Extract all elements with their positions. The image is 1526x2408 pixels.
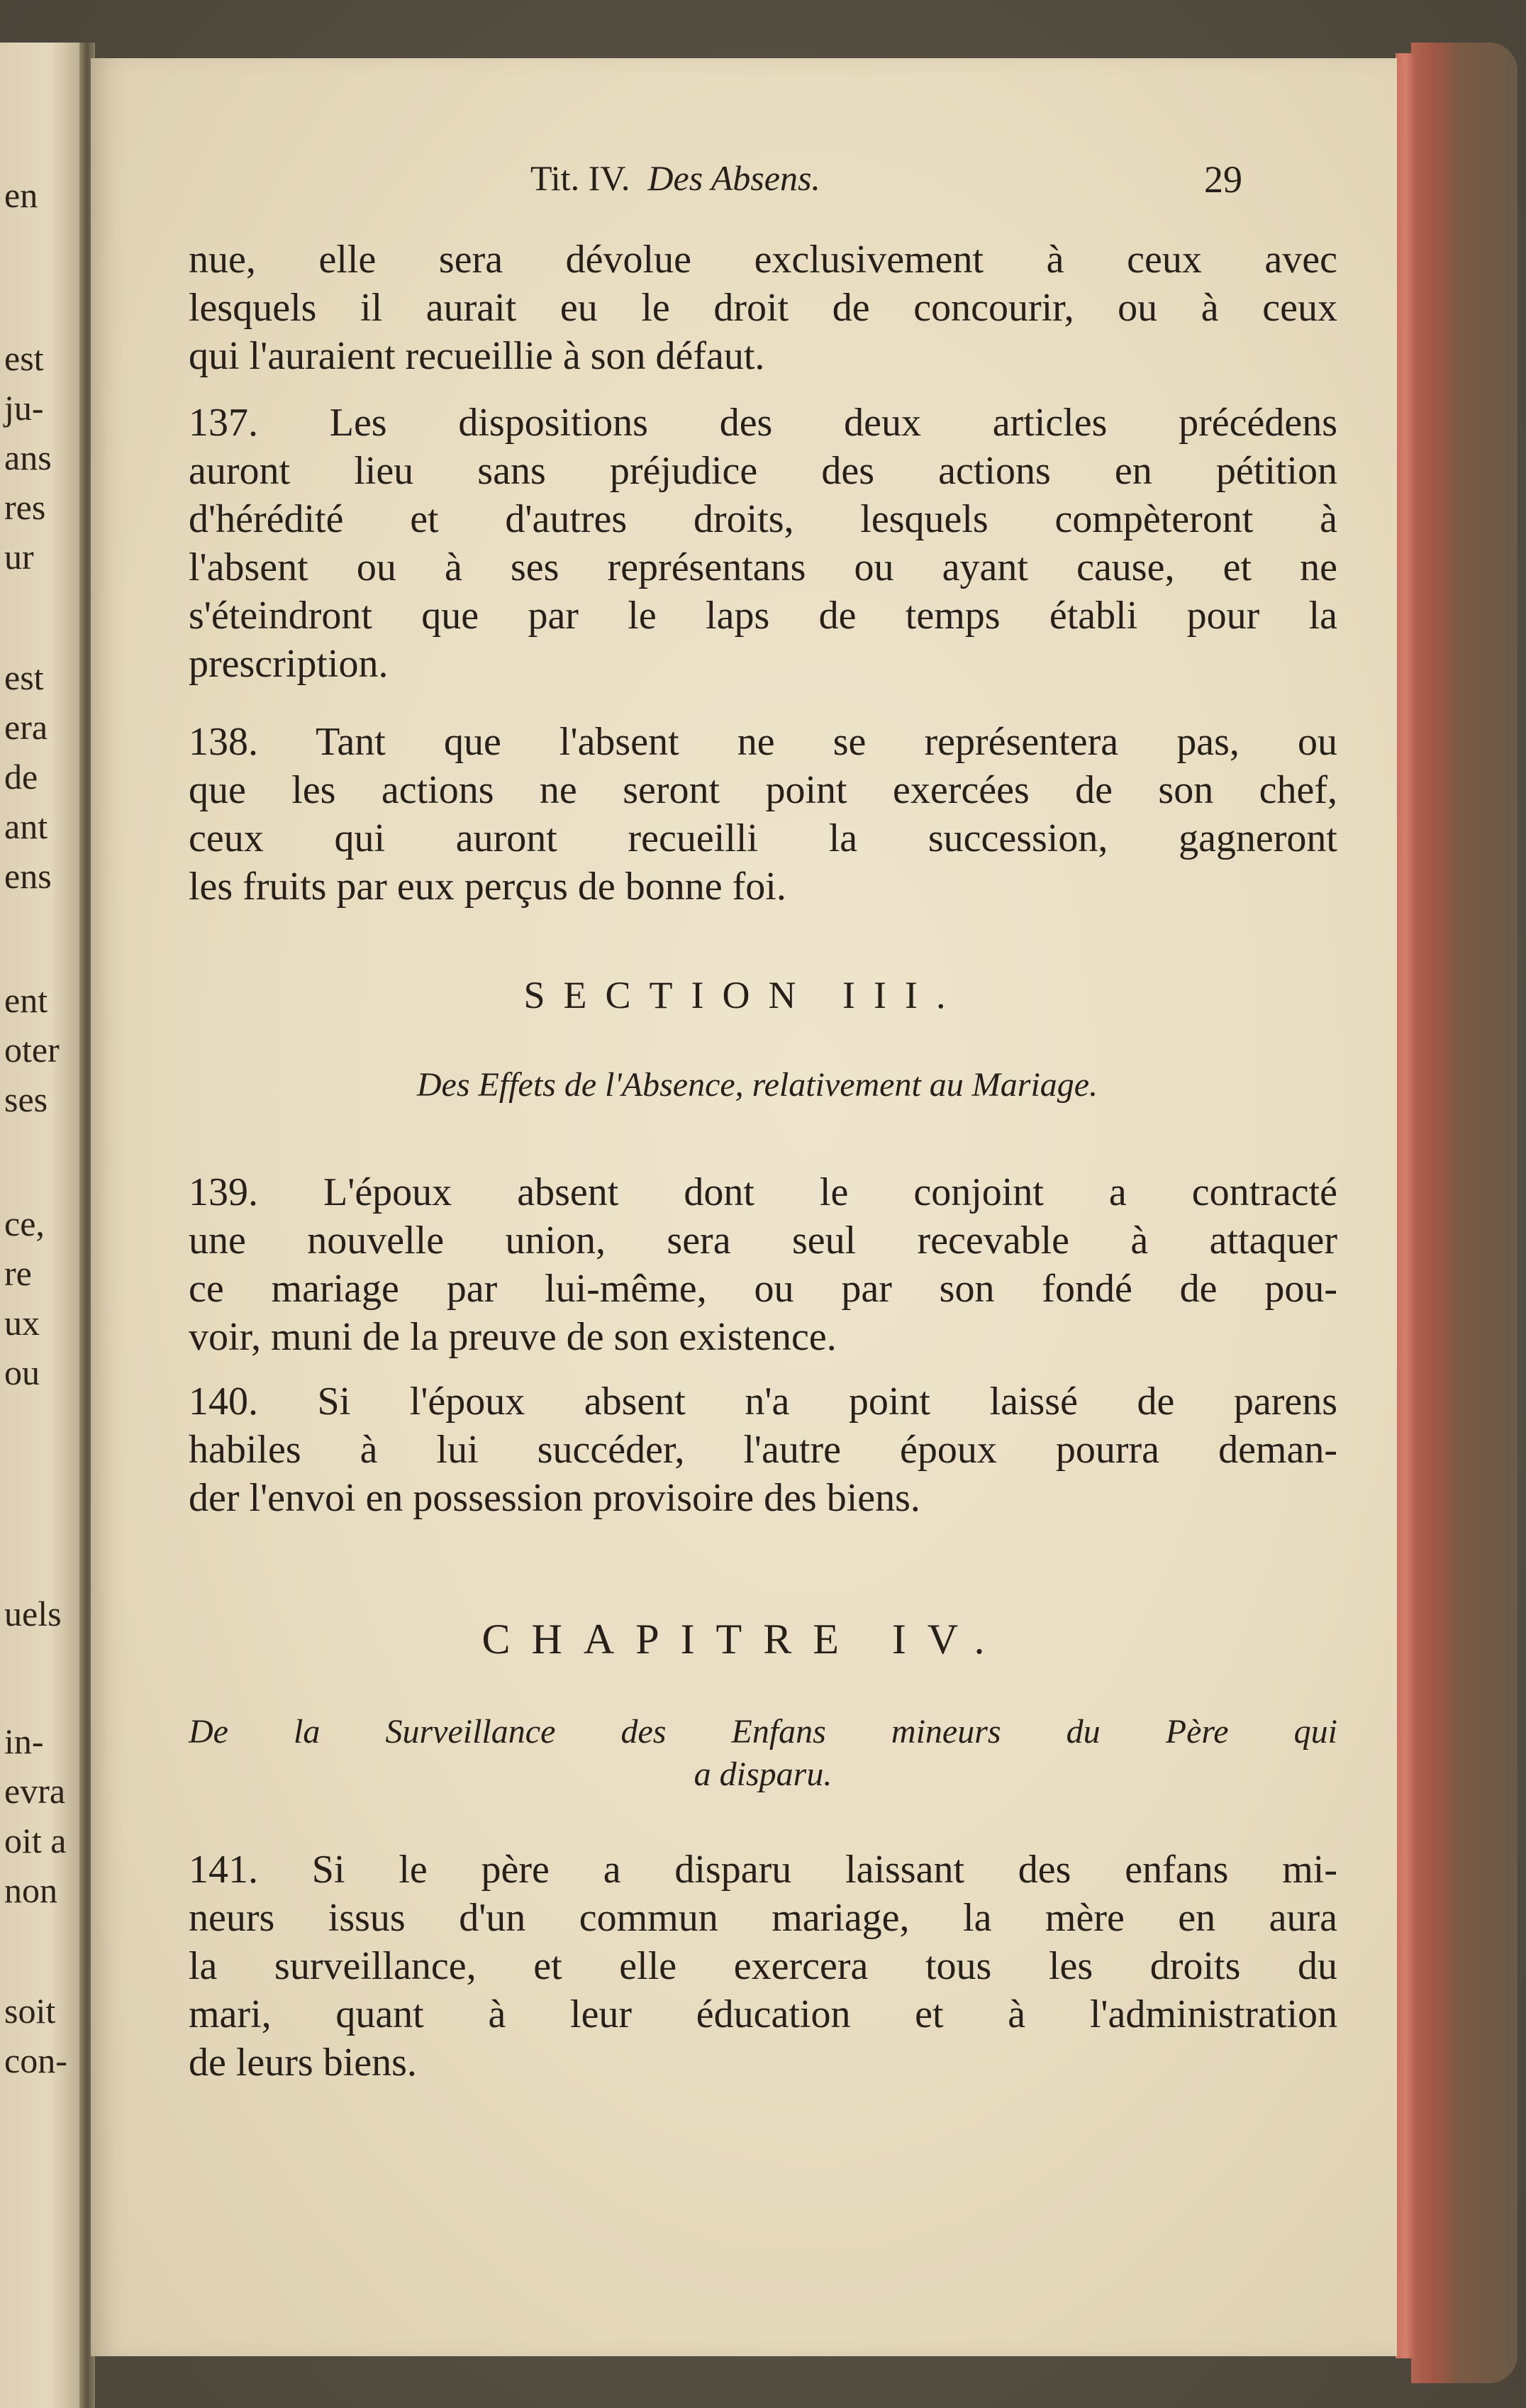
text-line: d'hérédité et d'autres droits, lesquels compèteront à bbox=[189, 497, 1337, 541]
text-line: qui l'auraient recueillie à son défaut. bbox=[189, 334, 765, 378]
text-line: les fruits par eux perçus de bonne foi. bbox=[189, 865, 786, 909]
text-line: auront lieu sans préjudice des actions en pétition bbox=[189, 449, 1337, 493]
left-page-fragment: ce, bbox=[4, 1204, 45, 1243]
text-line: lesquels il aurait eu le droit de concourir, ou à ceux bbox=[189, 286, 1337, 330]
paragraph-article-141 bbox=[189, 1846, 1337, 2087]
left-page-fragment: in- bbox=[4, 1721, 44, 1761]
text-line: ceux qui auront recueilli la succession, gagneront bbox=[189, 816, 1337, 860]
left-page-fragment: evra bbox=[4, 1771, 66, 1811]
text-line: l'absent ou à ses représentans ou ayant cause, et ne bbox=[189, 545, 1337, 589]
running-head-prefix: Tit. IV. bbox=[530, 158, 630, 198]
left-page-fragment: ens bbox=[4, 856, 52, 896]
left-page-fragment: oit a bbox=[4, 1821, 67, 1860]
left-page-fragment: soit bbox=[4, 1991, 56, 2031]
text-line: mari, quant à leur éducation et à l'administration bbox=[189, 1992, 1337, 2036]
text-line: 141. Si le père a disparu laissant des enfans mi- bbox=[189, 1848, 1337, 1892]
left-page-fragment: ur bbox=[4, 537, 34, 577]
left-page-fragment: de bbox=[4, 757, 38, 797]
left-page-fragment: est bbox=[4, 658, 44, 697]
left-facing-page bbox=[0, 43, 84, 2408]
chapter-title: CHAPITRE IV. bbox=[481, 1616, 1006, 1663]
left-page-fragment: re bbox=[4, 1253, 32, 1293]
left-page-fragment: est bbox=[4, 338, 44, 378]
text-line: que les actions ne seront point exercées de son chef, bbox=[189, 768, 1337, 812]
left-page-fragment: ou bbox=[4, 1353, 40, 1392]
left-page-fragment: en bbox=[4, 175, 38, 215]
left-page-fragment: oter bbox=[4, 1030, 60, 1070]
text-line: 139. L'époux absent dont le conjoint a contracté bbox=[189, 1170, 1337, 1214]
text-line: la surveillance, et elle exercera tous les droits du bbox=[189, 1944, 1337, 1988]
text-line: 140. Si l'époux absent n'a point laissé de parens bbox=[189, 1380, 1337, 1424]
text-line: habiles à lui succéder, l'autre époux pourra deman- bbox=[189, 1428, 1337, 1472]
paragraph-article-139 bbox=[189, 1168, 1337, 1361]
left-page-fragment: ent bbox=[4, 980, 48, 1020]
chapter-subtitle-line: De la Surveillance des Enfans mineurs du Père qui bbox=[189, 1713, 1337, 1750]
text-line: de leurs biens. bbox=[189, 2041, 417, 2085]
book-cover-edge bbox=[1411, 43, 1517, 2383]
running-head bbox=[530, 157, 820, 199]
text-line: s'éteindront que par le laps de temps établi pour la bbox=[189, 594, 1337, 638]
text-line: 137. Les dispositions des deux articles précédens bbox=[189, 401, 1337, 445]
paragraph-continuation bbox=[189, 235, 1337, 380]
right-page bbox=[91, 58, 1397, 2356]
left-page-fragment: ant bbox=[4, 806, 48, 846]
text-line: nue, elle sera dévolue exclusivement à ceux avec bbox=[189, 238, 1337, 282]
left-page-fragment: ju- bbox=[4, 388, 44, 428]
paragraph-article-140 bbox=[189, 1377, 1337, 1522]
text-line: voir, muni de la preuve de son existence. bbox=[189, 1315, 837, 1359]
left-page-fragment: ses bbox=[4, 1080, 48, 1119]
chapter-subtitle bbox=[189, 1711, 1337, 1796]
text-line: neurs issus d'un commun mariage, la mère en aura bbox=[189, 1896, 1337, 1940]
page-number: 29 bbox=[1204, 158, 1242, 201]
left-page-fragment: non bbox=[4, 1870, 57, 1910]
text-line: une nouvelle union, sera seul recevable à attaquer bbox=[189, 1219, 1337, 1263]
text-line: prescription. bbox=[189, 642, 389, 686]
section-subtitle: Des Effets de l'Absence, relativement au Mariage. bbox=[416, 1066, 1098, 1104]
section-title: SECTION III. bbox=[523, 974, 964, 1016]
left-page-fragment: ux bbox=[4, 1303, 40, 1343]
paragraph-article-138 bbox=[189, 718, 1337, 911]
left-page-fragment: era bbox=[4, 707, 48, 747]
chapter-subtitle-line: a disparu. bbox=[694, 1755, 832, 1793]
red-page-edge bbox=[1396, 53, 1415, 2358]
left-page-fragment: con- bbox=[4, 2041, 67, 2080]
paragraph-article-137 bbox=[189, 399, 1337, 688]
text-line: der l'envoi en possession provisoire des biens. bbox=[189, 1476, 920, 1520]
left-page-fragment: uels bbox=[4, 1594, 62, 1633]
left-page-fragment: ans bbox=[4, 438, 52, 477]
text-line: 138. Tant que l'absent ne se représentera pas, ou bbox=[189, 720, 1337, 764]
text-line: ce mariage par lui-même, ou par son fondé de pou- bbox=[189, 1267, 1337, 1311]
left-page-fragment: res bbox=[4, 487, 46, 527]
running-head-title: Des Absens. bbox=[647, 158, 820, 198]
